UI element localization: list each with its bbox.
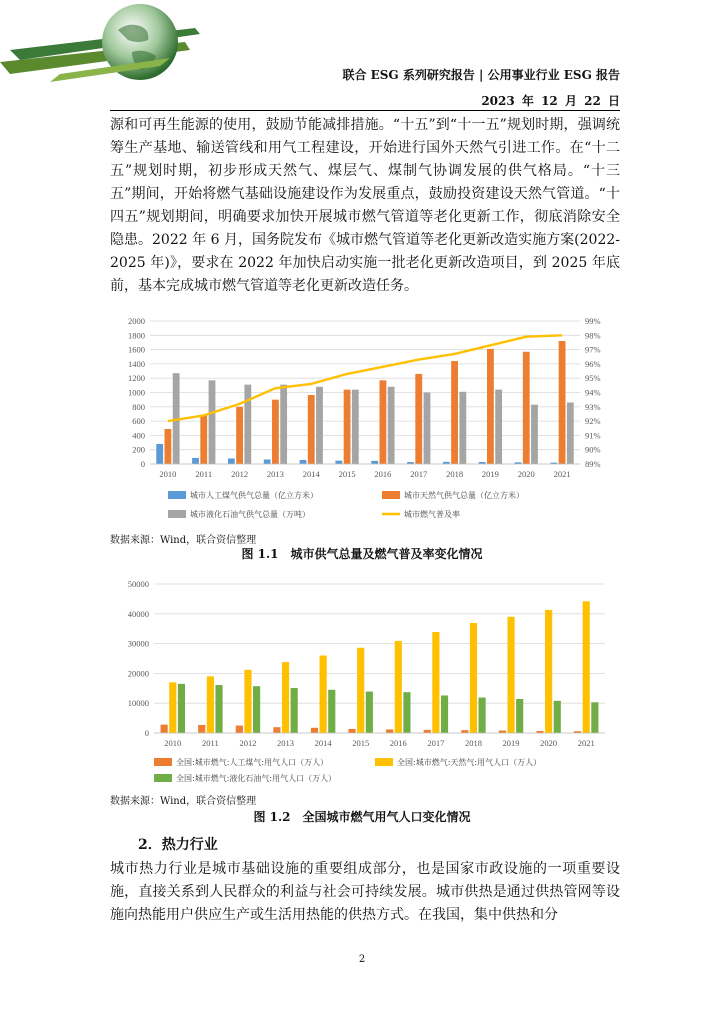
y2-tick-label: 99% (585, 316, 601, 326)
bar (403, 692, 410, 733)
bar (264, 459, 271, 464)
bar (487, 349, 494, 464)
y-tick-label: 1800 (128, 330, 145, 341)
y2-tick-label: 97% (585, 344, 601, 355)
bar (371, 461, 378, 464)
bar (316, 387, 323, 464)
y2-tick-label: 93% (585, 401, 601, 412)
y-tick-label: 1200 (128, 373, 145, 384)
x-tick-label: 2016 (389, 738, 407, 748)
y2-tick-label: 90% (585, 444, 601, 455)
bar (344, 390, 351, 464)
y2-tick-label: 94% (585, 387, 601, 398)
y2-tick-label: 91% (585, 430, 601, 441)
x-tick-label: 2013 (277, 738, 295, 748)
y-tick-label: 10000 (127, 698, 149, 709)
bar (424, 730, 431, 733)
bar (523, 352, 530, 464)
bar (198, 725, 205, 733)
x-tick-label: 2021 (577, 738, 595, 748)
bar (591, 702, 598, 733)
bar (583, 601, 590, 733)
legend-label: 全国:城市燃气:天然气:用气人口（万人） (397, 758, 542, 767)
bar (545, 610, 552, 733)
x-tick-label: 2019 (481, 469, 499, 479)
y-tick-label: 50000 (127, 579, 149, 589)
body-paragraph-2: 城市热力行业是城市基础设施的重要组成部分，也是国家市政设施的一项重要设施，直接关系到人民群众的利益与社会可持续发展。城市供热是通过供热管网等设施向热能用户供应生产或生活用热能的供热方式。在我国，集中供热和分 (110, 861, 620, 923)
bar (253, 686, 260, 733)
x-tick-label: 2010 (164, 738, 182, 748)
figure-2-source: 数据来源：Wind，联合资信整理 (110, 796, 257, 807)
x-tick-label: 2014 (302, 469, 320, 479)
bar (291, 688, 298, 733)
bar (554, 701, 561, 733)
bar (470, 623, 477, 733)
bar (272, 400, 279, 464)
legend-label: 城市天然气供气总量（亿立方米） (404, 491, 524, 500)
y-tick-label: 0 (140, 459, 145, 469)
bar (200, 415, 207, 464)
x-tick-label: 2020 (517, 469, 535, 479)
bar (386, 729, 393, 733)
bar (169, 682, 176, 733)
bar (388, 387, 395, 464)
x-tick-label: 2018 (464, 738, 482, 748)
bar (495, 390, 502, 464)
figure-2-caption: 图 1.2 全国城市燃气用气人口变化情况 (253, 810, 471, 824)
y2-tick-label: 98% (585, 330, 601, 341)
bar (432, 632, 439, 733)
bar (244, 385, 251, 464)
x-tick-label: 2021 (553, 469, 571, 479)
x-tick-label: 2011 (195, 469, 213, 479)
y-tick-label: 1600 (128, 344, 145, 355)
y-tick-label: 200 (132, 444, 145, 455)
bar (516, 699, 523, 733)
legend-swatch (168, 491, 186, 499)
x-tick-label: 2015 (352, 738, 370, 748)
y-tick-label: 40000 (127, 608, 149, 619)
legend-label: 城市液化石油气供气总量（万吨） (190, 510, 310, 519)
y-tick-label: 1000 (128, 387, 145, 398)
legend-swatch (154, 758, 172, 766)
bar (178, 684, 185, 733)
bar (441, 695, 448, 733)
x-tick-label: 2012 (231, 469, 249, 479)
x-tick-label: 2013 (266, 469, 284, 479)
bar (215, 685, 222, 733)
bar (451, 361, 458, 464)
bar (300, 460, 307, 464)
bar (236, 407, 243, 464)
y-tick-label: 20000 (127, 668, 149, 679)
report-header-date: 2023 年 12 月 22 日 (481, 94, 620, 108)
figure-1-caption: 图 1.1 城市供气总量及燃气普及率变化情况 (241, 547, 483, 561)
legend-swatch (382, 491, 400, 499)
bar (244, 670, 251, 733)
legend-label: 全国:城市燃气:液化石油气:用气人口（万人） (176, 774, 337, 783)
y-tick-label: 800 (132, 401, 145, 412)
legend-swatch (375, 758, 393, 766)
section-heading: 2．热力行业 (138, 837, 218, 853)
bar (357, 648, 364, 733)
y2-tick-label: 96% (585, 358, 601, 369)
x-tick-label: 2014 (314, 738, 332, 748)
bar (311, 728, 318, 733)
x-tick-label: 2020 (540, 738, 558, 748)
bar (209, 380, 216, 464)
x-tick-label: 2016 (374, 469, 392, 479)
legend-label: 全国:城市燃气:人工煤气:用气人口（万人） (176, 758, 329, 767)
legend-label: 城市燃气普及率 (404, 510, 460, 519)
y-tick-label: 0 (144, 728, 149, 738)
legend-swatch (154, 774, 172, 782)
bar (236, 726, 243, 733)
bar (395, 641, 402, 733)
y2-tick-label: 95% (585, 373, 601, 384)
bar (161, 725, 168, 733)
body-paragraph-1: 源和可再生能源的使用，鼓励节能减排措施。“十五”到“十一五”规划时期，强调统筹生产基地、输送管线和用气工程建设，开始进行国外天然气引进工作。在“十二五”规划时期，初步形成天然气、煤层气、煤制气协调发展的供气格局。“十三五”期间，开始将燃气基础设施建设作为发展重点，鼓励投资建设天然气管道。“十四五”规划期间，明确要求加快开展城市燃气管道等老化更新工作，彻底消除安全隐患。2022 年 6 月，国务院发布《城市燃气管道等老化更新改造实施方案(2022-2025 年)》，要求在 2022 年加快启动实施一批老化更新改造项目，到 2025 年底前，基本完成城市燃气管道等老化更新改造任务。 (110, 117, 620, 294)
figure-1-source: 数据来源：Wind，联合资信整理 (110, 535, 257, 546)
bar (559, 341, 566, 464)
bar (192, 458, 199, 464)
y-tick-label: 400 (132, 430, 145, 441)
x-tick-label: 2017 (410, 469, 428, 479)
bar (348, 729, 355, 733)
bar (156, 444, 163, 464)
bar (507, 617, 514, 733)
bar (280, 385, 287, 464)
bar (415, 374, 422, 464)
bar (459, 392, 466, 464)
bar (352, 390, 359, 464)
bar (320, 656, 327, 733)
bar (479, 698, 486, 733)
bar (461, 730, 468, 733)
bar (207, 676, 214, 733)
bar (567, 403, 574, 464)
y-tick-label: 30000 (127, 638, 149, 649)
x-tick-label: 2018 (446, 469, 464, 479)
page-number: 2 (358, 954, 366, 965)
chart-gas-supply (110, 312, 620, 530)
bar (273, 727, 280, 733)
bar (328, 690, 335, 733)
y-tick-label: 2000 (128, 316, 145, 326)
y-tick-label: 600 (132, 416, 145, 427)
x-tick-label: 2010 (159, 469, 177, 479)
bar (380, 380, 387, 464)
y2-tick-label: 89% (585, 459, 601, 469)
company-logo (0, 0, 200, 100)
chart-gas-population (110, 575, 620, 790)
bar (228, 458, 235, 464)
x-tick-label: 2019 (502, 738, 520, 748)
bar (308, 395, 315, 464)
header-rule (110, 110, 620, 111)
x-tick-label: 2011 (202, 738, 219, 748)
x-tick-label: 2015 (338, 469, 356, 479)
report-header-title: 联合 ESG 系列研究报告 | 公用事业行业 ESG 报告 (342, 68, 620, 82)
legend-swatch (168, 510, 186, 518)
bar (424, 393, 431, 465)
bar (531, 405, 538, 464)
bar (282, 662, 289, 733)
y2-tick-label: 92% (585, 416, 601, 427)
x-tick-label: 2017 (427, 738, 445, 748)
y-tick-label: 1400 (128, 358, 145, 369)
legend-label: 城市人工煤气供气总量（亿立方米） (190, 491, 318, 500)
bar (335, 461, 342, 464)
x-tick-label: 2012 (239, 738, 257, 748)
bar (366, 692, 373, 733)
bar (165, 429, 172, 464)
